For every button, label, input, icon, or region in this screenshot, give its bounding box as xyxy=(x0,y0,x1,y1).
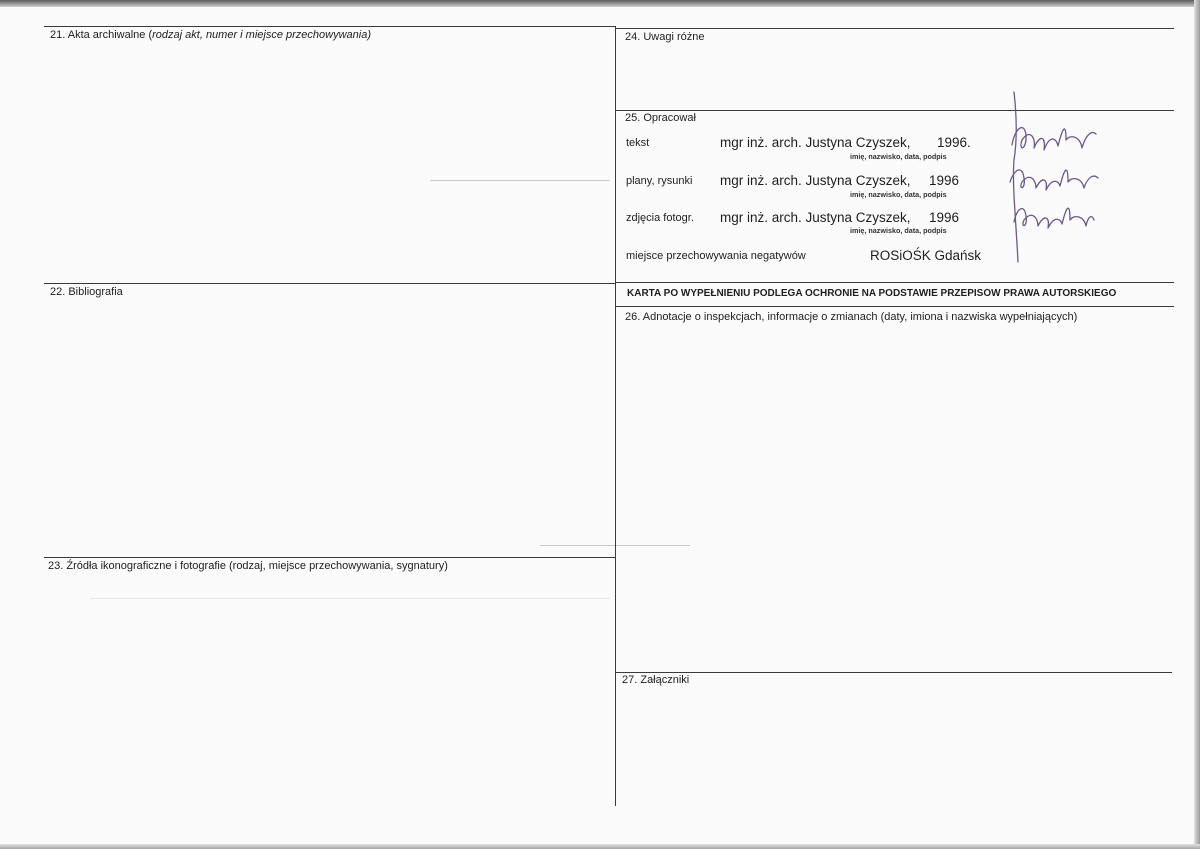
scan-smudge xyxy=(430,180,610,181)
row-text-value: mgr inż. arch. Justyna Czyszek, xyxy=(720,135,911,150)
field21-label: 21. Akta archiwalne (rodzaj akt, numer i miejsce przechowywania) xyxy=(50,29,372,41)
field22-label: 22. Bibliografia xyxy=(50,286,123,298)
row-text-label: tekst xyxy=(626,137,650,149)
field21-top-rule xyxy=(44,26,616,27)
scan-edge-right xyxy=(1194,0,1200,849)
signature-3 xyxy=(1014,208,1094,228)
copyright-notice: KARTA PO WYPEŁNIENIU PODLEGA OCHRONIE NA PODSTAWIE PRZEPISÓW PRAWA AUTORSKIEGO xyxy=(627,288,1117,299)
row-text-year: 1996. xyxy=(937,135,971,150)
scan-edge-bottom xyxy=(0,844,1200,849)
field27-top-rule xyxy=(616,672,1172,673)
row-plans-label: plany, rysunki xyxy=(626,175,693,187)
row-photos-hint: imię, nazwisko, data, podpis xyxy=(850,226,947,235)
negatives-value: ROSiOŚK Gdańsk xyxy=(870,248,982,263)
row-photos-year: 1996 xyxy=(929,210,960,225)
field23-label: 23. Źródła ikonograficzne i fotografie (rodzaj, miejsce przechowywania, sygnatury) xyxy=(48,560,448,572)
scan-edge-top xyxy=(0,0,1200,7)
field27-label: 27. Załączniki xyxy=(622,674,690,686)
field26-label: 26. Adnotacje o inspekcjach, informacje o zmianach (daty, imiona i nazwiska wypełniających) xyxy=(625,311,1078,323)
field22-top-rule xyxy=(44,283,616,284)
handwritten-signature-group xyxy=(1000,90,1110,265)
field24-label: 24. Uwagi różne xyxy=(625,31,705,43)
column-divider xyxy=(615,26,616,806)
signature-2 xyxy=(1010,170,1098,190)
field24-top-rule xyxy=(616,28,1174,29)
row-plans-value: mgr inż. arch. Justyna Czyszek, xyxy=(720,173,911,188)
row-plans-year: 1996 xyxy=(929,173,960,188)
scan-smudge xyxy=(90,598,610,599)
field23-top-rule xyxy=(44,557,616,558)
notice-top-rule xyxy=(616,282,1174,283)
row-text-hint: imię, nazwisko, data, podpis xyxy=(850,152,947,161)
field25-label: 25. Opracował xyxy=(625,112,696,124)
negatives-label: miejsce przechowywania negatywów xyxy=(626,250,806,262)
row-photos-label: zdjęcia fotogr. xyxy=(626,212,694,224)
row-photos-value: mgr inż. arch. Justyna Czyszek, xyxy=(720,210,911,225)
signature-vertical-stroke xyxy=(1013,92,1018,262)
signature-1 xyxy=(1012,128,1096,150)
row-plans-hint: imię, nazwisko, data, podpis xyxy=(850,190,947,199)
field26-top-rule xyxy=(616,306,1174,307)
